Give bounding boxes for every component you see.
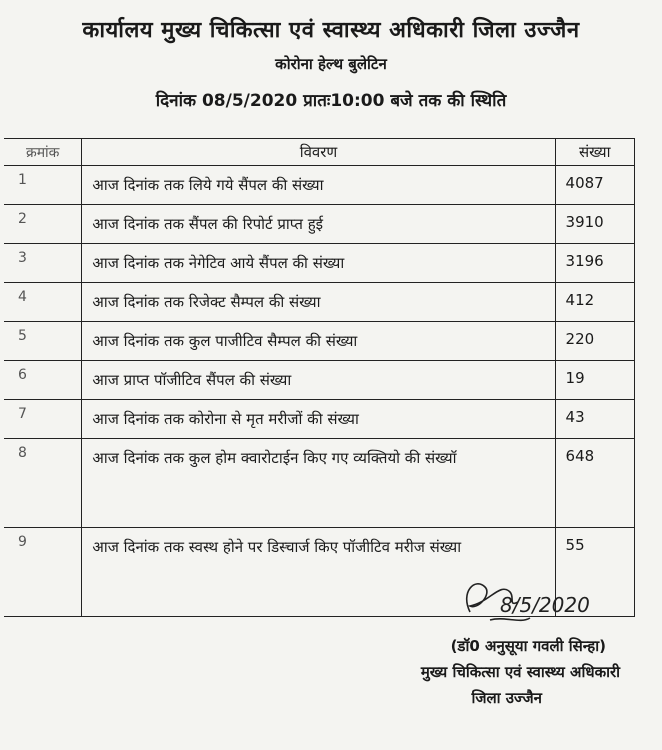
table-row — [4, 205, 635, 244]
serial-cell: 7 — [4, 400, 82, 439]
serial-cell: 8 — [4, 439, 82, 528]
description-cell: आज दिनांक तक रिजेक्ट सैम्पल की संख्या — [82, 283, 555, 322]
column-header-description: विवरण — [82, 139, 555, 166]
bulletin-table — [4, 138, 635, 617]
count-cell: 4087 — [555, 166, 634, 205]
serial-cell: 9 — [4, 528, 82, 617]
table-row — [4, 166, 635, 205]
office-title: कार्यालय मुख्य चिकित्सा एवं स्वास्थ्य अधिकारी जिला उज्जैन — [82, 18, 580, 43]
count-cell: 648 — [555, 439, 634, 528]
table-row — [4, 322, 635, 361]
table-row — [4, 244, 635, 283]
handwritten-signature — [430, 572, 630, 632]
bulletin-subtitle: कोरोना हेल्थ बुलेटिन — [275, 55, 387, 73]
table-row — [4, 283, 635, 322]
count-cell: 412 — [555, 283, 634, 322]
serial-cell: 5 — [4, 322, 82, 361]
description-cell: आज दिनांक तक लिये गये सैंपल की संख्या — [82, 166, 555, 205]
count-cell: 19 — [555, 361, 634, 400]
count-cell: 3910 — [555, 205, 634, 244]
serial-cell: 2 — [4, 205, 82, 244]
description-cell: आज दिनांक तक कुल होम क्वारोटाईन किए गए व्यक्तियो की संख्यॉ — [82, 439, 555, 528]
serial-cell: 3 — [4, 244, 82, 283]
column-header-serial: क्रमांक — [4, 139, 82, 166]
serial-cell: 6 — [4, 361, 82, 400]
status-date-line: दिनांक 08/5/2020 प्रातः10:00 बजे तक की स्थिति — [155, 91, 507, 111]
count-cell: 220 — [555, 322, 634, 361]
description-cell: आज दिनांक तक सैंपल की रिपोर्ट प्राप्त हुई — [82, 205, 555, 244]
description-cell: आज प्राप्त पॉजीटिव सैंपल की संख्या — [82, 361, 555, 400]
table-row — [4, 361, 635, 400]
serial-cell: 1 — [4, 166, 82, 205]
table-row — [4, 439, 635, 528]
count-cell: 3196 — [555, 244, 634, 283]
column-header-count: संख्या — [555, 139, 634, 166]
table-header-row — [4, 139, 635, 166]
officer-name: (डॉ0 अनुसूया गवली सिन्हा) — [450, 637, 606, 655]
description-cell: आज दिनांक तक कुल पाजीटिव सैम्पल की संख्या — [82, 322, 555, 361]
signature-scribble-icon — [430, 572, 630, 632]
serial-cell: 4 — [4, 283, 82, 322]
description-cell: आज दिनांक तक नेगेटिव आये सैंपल की संख्या — [82, 244, 555, 283]
table-row — [4, 400, 635, 439]
handwritten-date: 8/5/2020 — [500, 593, 590, 617]
description-cell: आज दिनांक तक कोरोना से मृत मरीजों की संख्या — [82, 400, 555, 439]
count-cell: 43 — [555, 400, 634, 439]
count-cell: 55 — [555, 528, 634, 617]
officer-designation: मुख्य चिकित्सा एवं स्वास्थ्य अधिकारी — [420, 663, 620, 681]
description-cell: आज दिनांक तक स्वस्थ होने पर डिस्चार्ज किए पॉजीटिव मरीज संख्या — [82, 528, 555, 617]
officer-district: जिला उज्जैन — [471, 689, 542, 707]
